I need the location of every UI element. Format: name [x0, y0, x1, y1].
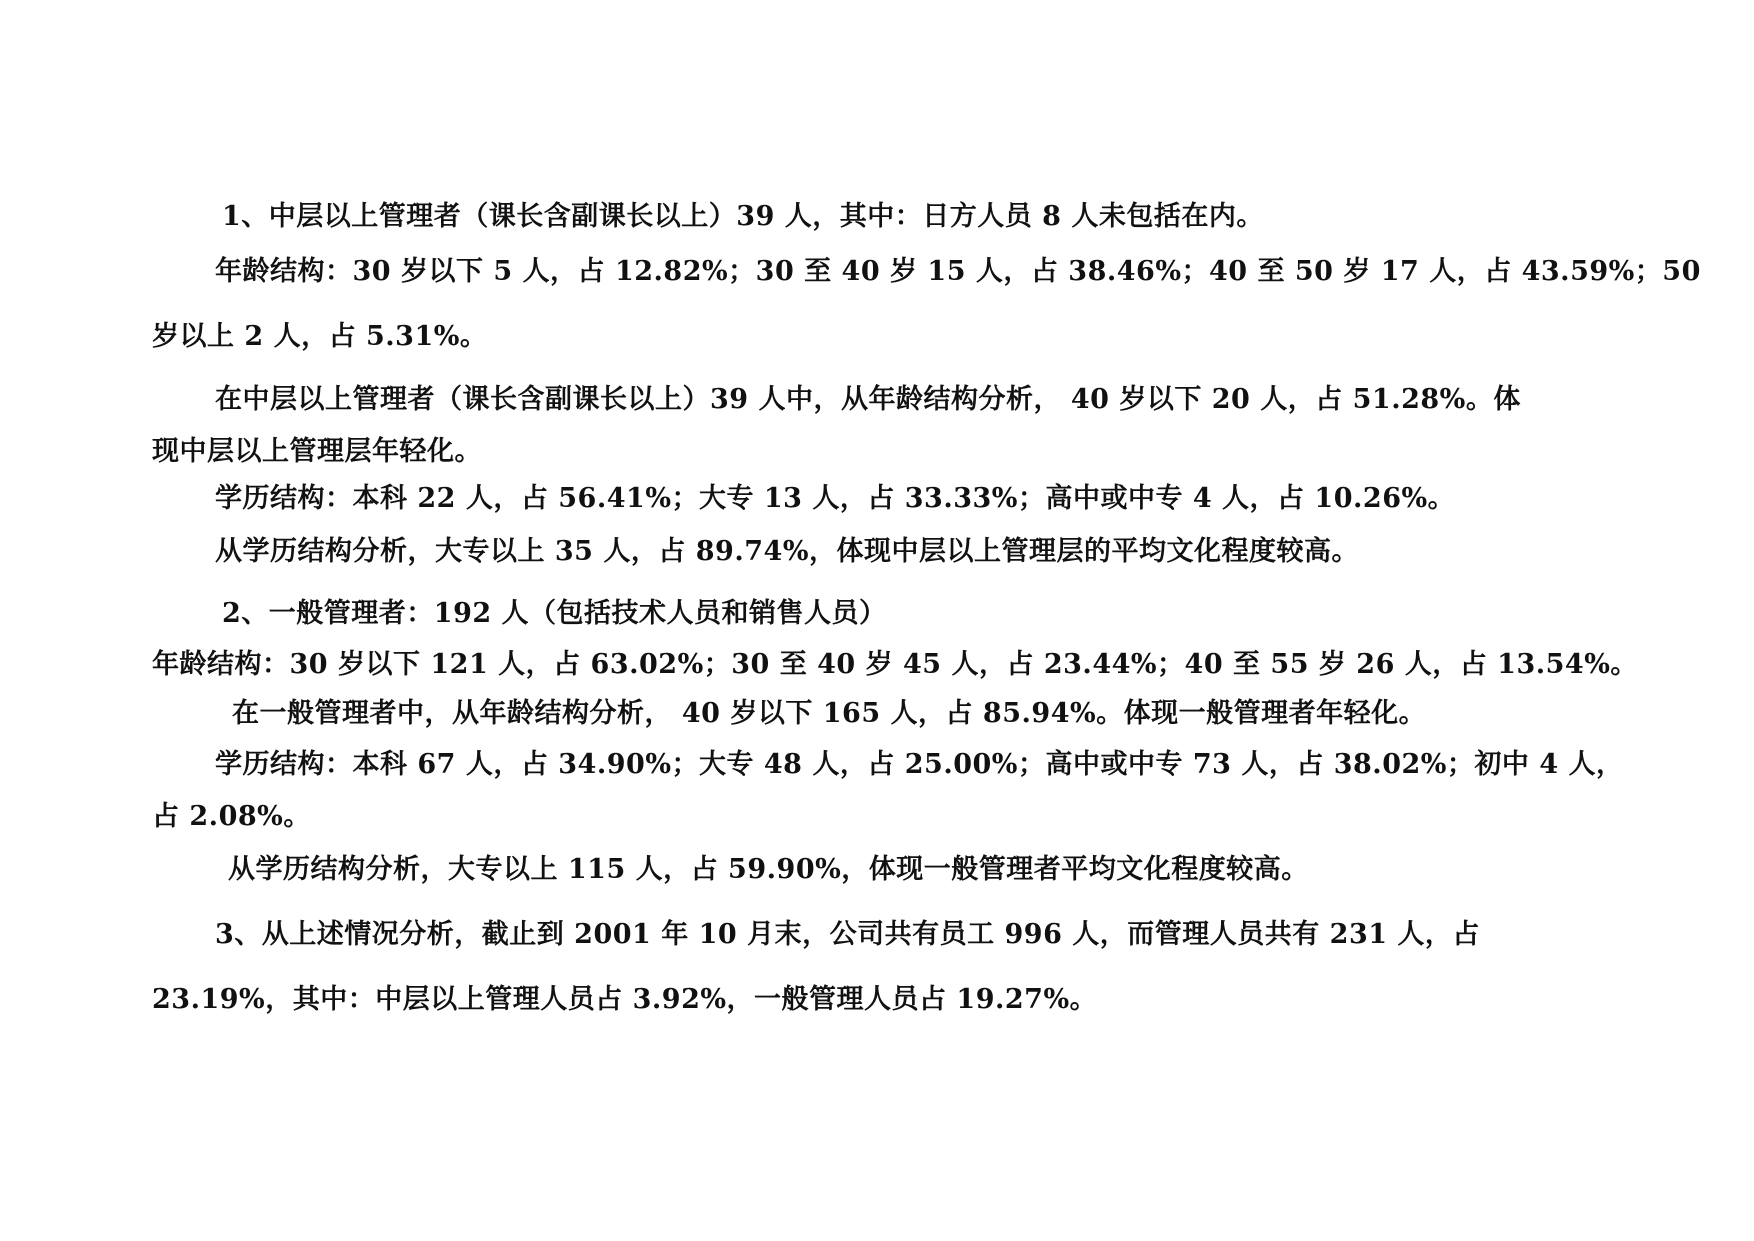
section3-summary-line1: 3、从上述情况分析，截止到 2001 年 10 月末，公司共有员工 996 人，而管理人员共有 231 人，占	[215, 919, 1480, 950]
section1-age-analysis-line2: 现中层以上管理层年轻化。	[152, 436, 482, 467]
section2-education-structure-line1: 学历结构：本科 67 人，占 34.90%；大专 48 人，占 25.00%；高中或中专 73 人，占 38.02%；初中 4 人，	[215, 749, 1624, 780]
section1-age-structure-line2: 岁以上 2 人，占 5.31%。	[152, 321, 488, 352]
section1-age-structure-line1: 年龄结构：30 岁以下 5 人，占 12.82%；30 至 40 岁 15 人，占 38.46%；40 至 50 岁 17 人，占 43.59%；50	[215, 256, 1701, 287]
section2-age-structure: 年龄结构：30 岁以下 121 人，占 63.02%；30 至 40 岁 45 人，占 23.44%；40 至 55 岁 26 人，占 13.54%。	[152, 649, 1638, 680]
section2-education-analysis: 从学历结构分析，大专以上 115 人，占 59.90%，体现一般管理者平均文化程度较高。	[228, 854, 1309, 885]
section1-education-analysis: 从学历结构分析，大专以上 35 人，占 89.74%，体现中层以上管理层的平均文化程度较高。	[215, 536, 1359, 567]
section1-education-structure: 学历结构：本科 22 人，占 56.41%；大专 13 人，占 33.33%；高中或中专 4 人，占 10.26%。	[215, 483, 1456, 514]
section2-age-analysis: 在一般管理者中，从年龄结构分析， 40 岁以下 165 人，占 85.94%。体现一般管理者年轻化。	[232, 698, 1427, 729]
section2-education-structure-line2: 占 2.08%。	[152, 801, 311, 832]
section1-heading: 1、中层以上管理者（课长含副课长以上）39 人，其中：日方人员 8 人未包括在内。	[222, 201, 1264, 232]
section1-age-analysis-line1: 在中层以上管理者（课长含副课长以上）39 人中，从年龄结构分析， 40 岁以下 20 人，占 51.28%。体	[215, 384, 1521, 415]
section3-summary-line2: 23.19%，其中：中层以上管理人员占 3.92%，一般管理人员占 19.27%。	[152, 984, 1098, 1015]
section2-heading: 2、一般管理者：192 人（包括技术人员和销售人员）	[222, 598, 887, 629]
